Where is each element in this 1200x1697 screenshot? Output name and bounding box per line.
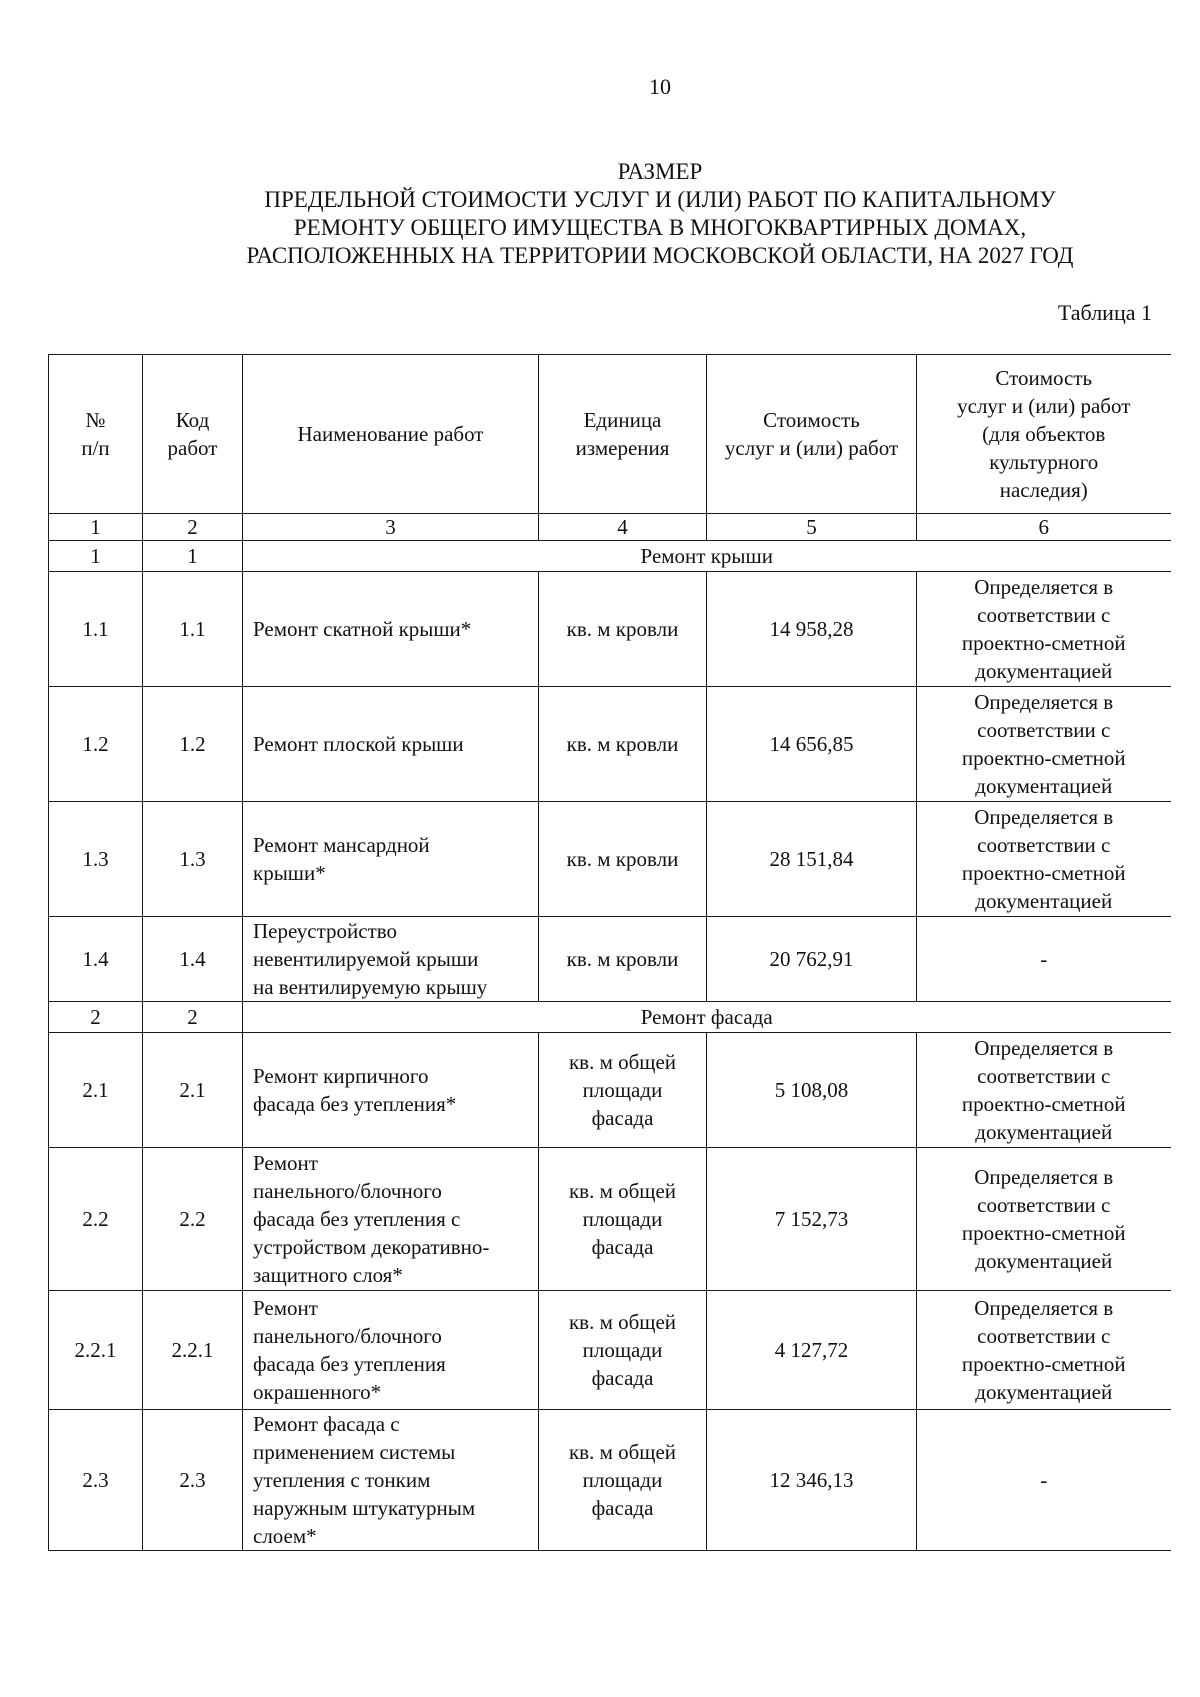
row-number: 2.1 [49, 1033, 143, 1148]
heritage-cost: Определяется в соответствии с проектно-сметной документацией [917, 687, 1171, 802]
unit: кв. м кровли [539, 802, 707, 917]
cost: 20 762,91 [707, 917, 917, 1002]
work-code: 2.3 [143, 1410, 243, 1551]
table-label: Таблица 1 [1057, 300, 1152, 325]
work-code: 1.4 [143, 917, 243, 1002]
work-code: 1.3 [143, 802, 243, 917]
table-row [49, 1033, 1171, 1148]
row-number: 2.3 [49, 1410, 143, 1551]
column-number: 4 [539, 514, 707, 541]
work-name: Ремонт мансардной крыши* [243, 802, 539, 917]
row-number: 2.2 [49, 1148, 143, 1291]
work-name: Ремонт кирпичного фасада без утепления* [243, 1033, 539, 1148]
heritage-cost: Определяется в соответствии с проектно-сметной документацией [917, 1291, 1171, 1410]
column-number: 5 [707, 514, 917, 541]
cost: 5 108,08 [707, 1033, 917, 1148]
header-cell: № п/п [49, 355, 143, 514]
cost: 14 958,28 [707, 572, 917, 687]
cost: 7 152,73 [707, 1148, 917, 1291]
header-cell: Наименование работ [243, 355, 539, 514]
section-code: 2 [143, 1002, 243, 1033]
work-code: 1.1 [143, 572, 243, 687]
work-name: Ремонт плоской крыши [243, 687, 539, 802]
work-code: 1.2 [143, 687, 243, 802]
unit: кв. м общей площади фасада [539, 1291, 707, 1410]
title-line: ПРЕДЕЛЬНОЙ СТОИМОСТИ УСЛУГ И (ИЛИ) РАБОТ ПО КАПИТАЛЬНОМУ [264, 187, 1056, 212]
work-code: 2.2 [143, 1148, 243, 1291]
header-cell: Код работ [143, 355, 243, 514]
section-number: 2 [49, 1002, 143, 1033]
cost: 12 346,13 [707, 1410, 917, 1551]
heritage-cost: Определяется в соответствии с проектно-сметной документацией [917, 572, 1171, 687]
title-line: РАСПОЛОЖЕННЫХ НА ТЕРРИТОРИИ МОСКОВСКОЙ ОБЛАСТИ, НА 2027 ГОД [246, 243, 1074, 268]
row-number: 1.1 [49, 572, 143, 687]
cost: 14 656,85 [707, 687, 917, 802]
work-name: Ремонт панельного/блочного фасада без утепления с устройством декоративно- защитного слоя* [243, 1148, 539, 1291]
cost: 4 127,72 [707, 1291, 917, 1410]
section-row [49, 1002, 1171, 1033]
unit: кв. м кровли [539, 917, 707, 1002]
heritage-cost: - [917, 917, 1171, 1002]
column-number: 3 [243, 514, 539, 541]
unit: кв. м общей площади фасада [539, 1148, 707, 1291]
unit: кв. м кровли [539, 687, 707, 802]
title-line: РЕМОНТУ ОБЩЕГО ИМУЩЕСТВА В МНОГОКВАРТИРНЫХ ДОМАХ, [293, 215, 1027, 240]
unit: кв. м кровли [539, 572, 707, 687]
work-name: Ремонт панельного/блочного фасада без утепления окрашенного* [243, 1291, 539, 1410]
header-cell: Стоимость услуг и (или) работ (для объектов культурного наследия) [917, 355, 1171, 514]
unit: кв. м общей площади фасада [539, 1033, 707, 1148]
table-row [49, 1410, 1171, 1551]
work-name: Ремонт фасада с применением системы утепления с тонким наружным штукатурным слоем* [243, 1410, 539, 1551]
row-number: 1.3 [49, 802, 143, 917]
work-name: Ремонт скатной крыши* [243, 572, 539, 687]
document-title [0, 158, 1200, 270]
column-number: 6 [917, 514, 1171, 541]
page-number: 10 [649, 74, 671, 99]
row-number: 1.2 [49, 687, 143, 802]
header-cell: Стоимость услуг и (или) работ [707, 355, 917, 514]
unit: кв. м общей площади фасада [539, 1410, 707, 1551]
section-number: 1 [49, 541, 143, 572]
section-title: Ремонт фасада [243, 1002, 1171, 1033]
heritage-cost: Определяется в соответствии с проектно-сметной документацией [917, 1148, 1171, 1291]
row-number: 2.2.1 [49, 1291, 143, 1410]
column-number-row [49, 514, 1171, 541]
work-name: Переустройство невентилируемой крыши на вентилируемую крышу [243, 917, 539, 1002]
table-row [49, 687, 1171, 802]
row-number: 1.4 [49, 917, 143, 1002]
heritage-cost: - [917, 1410, 1171, 1551]
work-code: 2.1 [143, 1033, 243, 1148]
section-row [49, 541, 1171, 572]
table-row [49, 572, 1171, 687]
table-row [49, 802, 1171, 917]
column-number: 2 [143, 514, 243, 541]
header-cell: Единица измерения [539, 355, 707, 514]
section-code: 1 [143, 541, 243, 572]
table-row [49, 917, 1171, 1002]
section-title: Ремонт крыши [243, 541, 1171, 572]
table-row [49, 1148, 1171, 1291]
cost: 28 151,84 [707, 802, 917, 917]
column-number: 1 [49, 514, 143, 541]
heritage-cost: Определяется в соответствии с проектно-сметной документацией [917, 802, 1171, 917]
heritage-cost: Определяется в соответствии с проектно-сметной документацией [917, 1033, 1171, 1148]
cost-table [48, 354, 1171, 1551]
table-row [49, 1291, 1171, 1410]
work-code: 2.2.1 [143, 1291, 243, 1410]
table-header-row [49, 355, 1171, 514]
title-line: РАЗМЕР [617, 159, 703, 184]
